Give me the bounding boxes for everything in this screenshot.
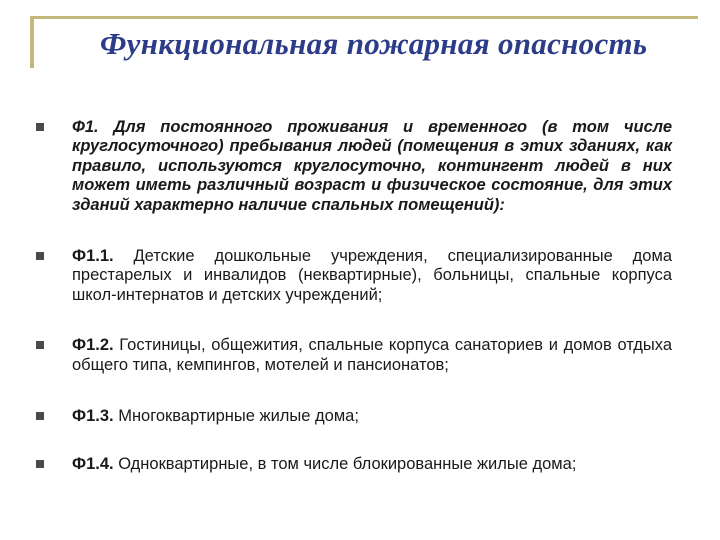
list-item-text: Гостиницы, общежития, спальные корпуса санаториев и домов отдыха общего типа, кемпингов, мотелей и пансионатов;: [72, 336, 672, 374]
class-code: Ф1.1.: [72, 247, 114, 266]
square-bullet-icon: [36, 123, 44, 131]
list-item-f1: [36, 118, 672, 215]
class-code: Ф1.3.: [72, 407, 114, 426]
list-item-text: Детские дошкольные учреждения, специализированные дома престарелых и инвалидов (неквартирные), больницы, спальные корпуса школ-интернатов и детских учреждений;: [72, 247, 672, 304]
list-item-text: Ф1. Для постоянного проживания и временного (в том числе круглосуточного) пребывания людей (помещения в этих зданиях, как правило, используются круглосуточно, контингент людей в них может иметь различный возраст и физическое состояние, для этих зданий характерно наличие спальных помещений):: [72, 118, 672, 214]
title-frame-left-line: [30, 16, 34, 68]
list-item-f1-3: [36, 407, 672, 426]
square-bullet-icon: [36, 460, 44, 468]
fire-hazard-class-list: [36, 118, 672, 475]
slide-title: Функциональная пожарная опасность: [100, 26, 648, 61]
list-item-f1-2: [36, 336, 672, 375]
title-frame-top-line: [30, 16, 698, 19]
list-item-f1-1: [36, 247, 672, 305]
list-item-text: Многоквартирные жилые дома;: [113, 407, 359, 426]
square-bullet-icon: [36, 252, 44, 260]
square-bullet-icon: [36, 341, 44, 349]
list-item-f1-4: [36, 455, 672, 474]
class-code: Ф1.2.: [72, 336, 114, 355]
class-code: Ф1.4.: [72, 455, 114, 474]
square-bullet-icon: [36, 412, 44, 420]
list-item-text: Одноквартирные, в том числе блокированные жилые дома;: [113, 455, 577, 474]
